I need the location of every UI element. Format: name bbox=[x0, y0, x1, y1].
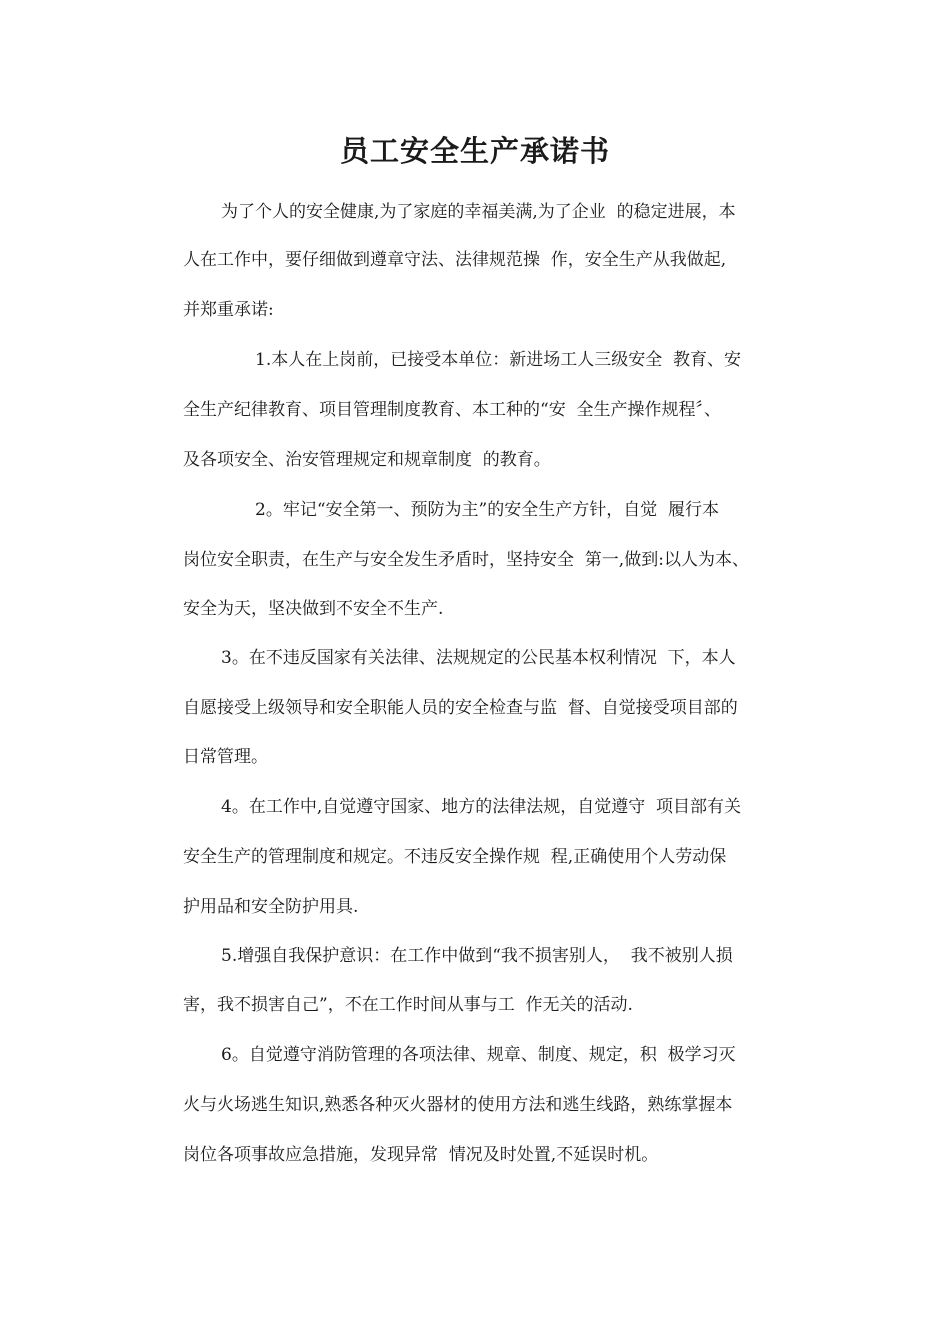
text-line: 岗位各项事故应急措施，发现异常 情况及时处置,不延误时机。 bbox=[183, 1145, 659, 1165]
text-line: 自愿接受上级领导和安全职能人员的安全检查与监 督、自觉接受项目部的 bbox=[183, 698, 738, 718]
text-line: 为了个人的安全健康,为了家庭的幸福美满,为了企业 的稳定进展，本 bbox=[221, 202, 736, 222]
text-line: 并郑重承诺: bbox=[183, 300, 274, 320]
text-line: 全生产纪律教育、项目管理制度教育、本工种的“安 全生产操作规程〞、 bbox=[183, 400, 721, 420]
text-line: 4。在工作中,自觉遵守国家、地方的法律法规，自觉遵守 项目部有关 bbox=[221, 797, 742, 817]
text-line: 3。在不违反国家有关法律、法规规定的公民基本权利情况 下，本人 bbox=[221, 648, 736, 668]
text-line: 及各项安全、治安管理规定和规章制度 的教育。 bbox=[183, 450, 551, 470]
text-line: 害，我不损害自己”，不在工作时间从事与工 作无关的活动. bbox=[183, 995, 633, 1015]
text-line: 5.增强自我保护意识：在工作中做到“我不损害别人， 我不被别人损 bbox=[221, 946, 733, 966]
text-line: 护用品和安全防护用具. bbox=[183, 897, 359, 917]
text-line: 火与火场逃生知识,熟悉各种灭火器材的使用方法和逃生线路，熟练掌握本 bbox=[183, 1095, 733, 1115]
text-line: 安全为天，坚决做到不安全不生产. bbox=[183, 599, 444, 619]
text-line: 岗位安全职责，在生产与安全发生矛盾时，坚持安全 第一,做到:以人为本、 bbox=[183, 550, 749, 570]
document-title: 员工安全生产承诺书 bbox=[339, 134, 610, 168]
text-line: 6。自觉遵守消防管理的各项法律、规章、制度、规定，积 极学习灭 bbox=[221, 1045, 736, 1065]
text-line: 2。牢记“安全第一、预防为主”的安全生产方针，自觉 履行本 bbox=[255, 500, 720, 520]
text-line: 1.本人在上岗前，已接受本单位：新进场工人三级安全 教育、安 bbox=[255, 350, 742, 370]
text-line: 日常管理。 bbox=[183, 747, 268, 767]
text-line: 人在工作中，要仔细做到遵章守法、法律规范操 作，安全生产从我做起, bbox=[183, 250, 727, 270]
text-line: 安全生产的管理制度和规定。不违反安全操作规 程,正确使用个人劳动保 bbox=[183, 847, 727, 867]
